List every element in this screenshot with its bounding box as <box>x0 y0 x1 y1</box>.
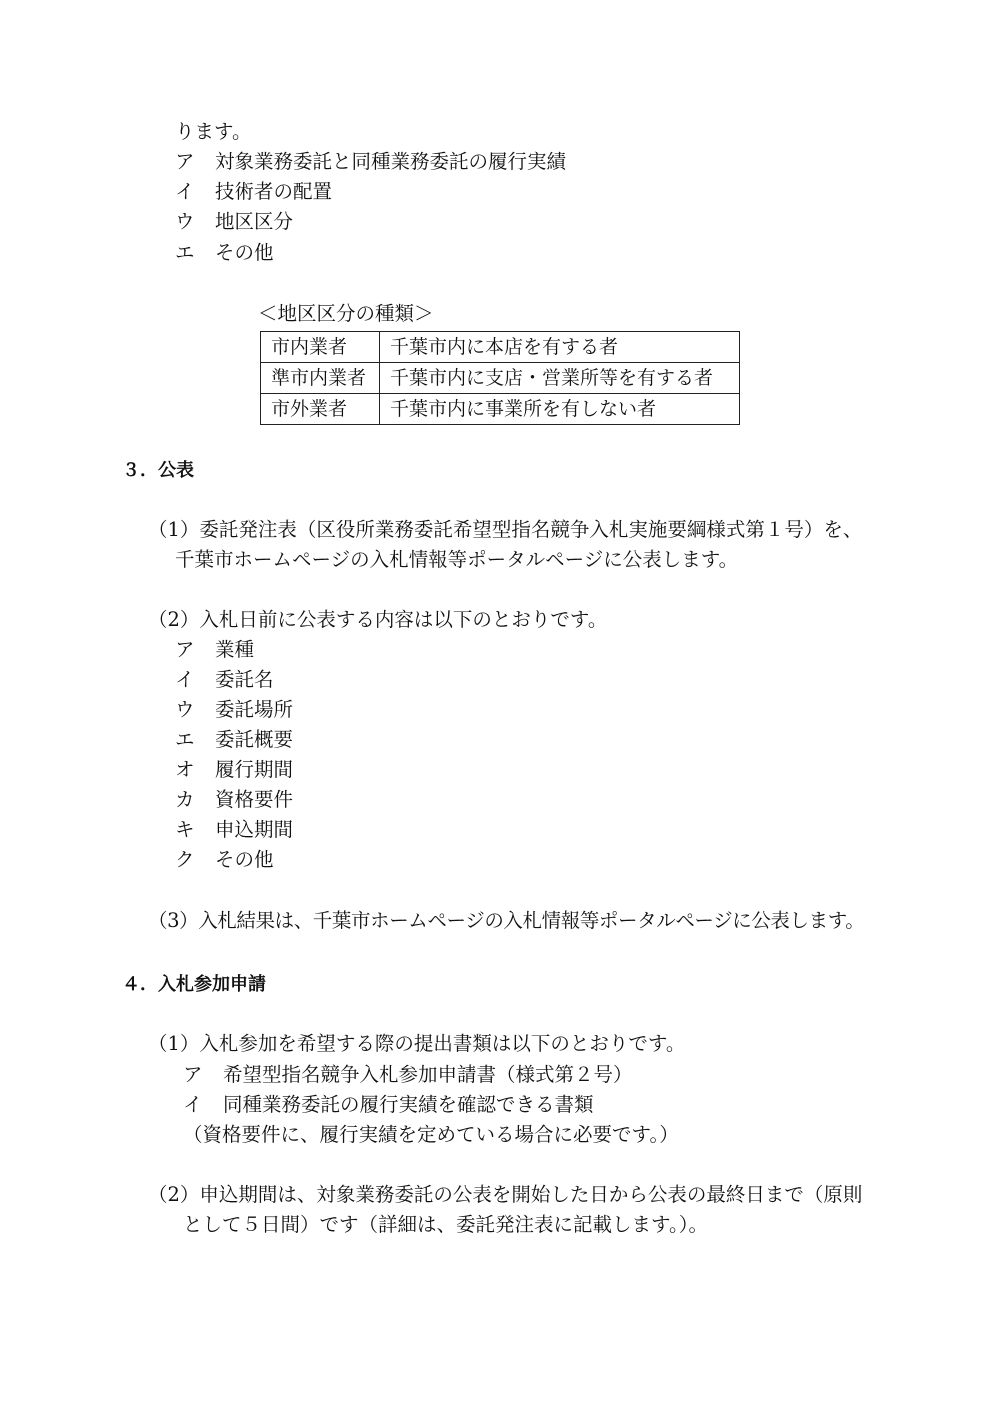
note-text: （資格要件に、履行実績を定めている場合に必要です。） <box>183 1123 679 1146</box>
list-item <box>183 1093 594 1117</box>
item-mark: ウ <box>175 698 195 721</box>
item-text: 技術者の配置 <box>215 180 333 203</box>
item-mark: ウ <box>175 210 195 233</box>
table-cell-desc: 千葉市内に事業所を有しない者 <box>380 394 740 425</box>
item-mark: エ <box>175 728 195 751</box>
list-item <box>175 728 293 752</box>
item-mark: ア <box>175 638 195 661</box>
item-text: 履行期間 <box>215 758 294 781</box>
district-table <box>260 331 740 425</box>
table-cell-desc: 千葉市内に本店を有する者 <box>380 332 740 363</box>
item-text: その他 <box>215 848 274 871</box>
item-mark: エ <box>175 241 195 264</box>
table-cell-desc: 千葉市内に支店・営業所等を有する者 <box>380 363 740 394</box>
list-item <box>175 668 274 692</box>
list-item <box>175 788 293 812</box>
item-text: 希望型指名競争入札参加申請書（様式第２号） <box>223 1063 633 1086</box>
list-item <box>175 758 293 782</box>
list-item <box>175 150 566 174</box>
table-row <box>261 394 740 425</box>
item-mark: ク <box>175 848 195 871</box>
item-mark: キ <box>175 818 195 841</box>
list-item <box>175 241 274 265</box>
table-row <box>261 363 740 394</box>
item-text: 業種 <box>215 638 255 661</box>
list-item <box>175 638 254 662</box>
item-text: 資格要件 <box>215 788 294 811</box>
item-text: 委託名 <box>215 668 274 691</box>
item-text: 地区区分 <box>215 210 294 233</box>
item-mark: ア <box>175 150 195 173</box>
item-text: 対象業務委託と同種業務委託の履行実績 <box>215 150 567 173</box>
item-text: 同種業務委託の履行実績を確認できる書類 <box>223 1093 594 1116</box>
table-cell-kind: 市外業者 <box>261 394 380 425</box>
item-text: その他 <box>215 241 274 264</box>
list-item <box>175 210 293 234</box>
table-cell-kind: 市内業者 <box>261 332 380 363</box>
item-text: 委託場所 <box>215 698 294 721</box>
paragraph-line: （2）入札日前に公表する内容は以下のとおりです。 <box>148 608 608 631</box>
item-text: 委託概要 <box>215 728 294 751</box>
paragraph-line: （1）委託発注表（区役所業務委託希望型指名競争入札実施要綱様式第１号）を、 <box>148 518 863 541</box>
continuation-text: ります。 <box>175 120 252 143</box>
paragraph-line: （3）入札結果は、千葉市ホームページの入札情報等ポータルページに公表します。 <box>148 909 865 932</box>
item-mark: イ <box>183 1093 203 1116</box>
list-item <box>175 818 293 842</box>
list-item <box>175 848 274 872</box>
item-mark: ア <box>183 1063 203 1086</box>
paragraph-line: として５日間）です（詳細は、委託発注表に記載します。）。 <box>183 1213 708 1236</box>
item-mark: オ <box>175 758 195 781</box>
item-mark: カ <box>175 788 195 811</box>
item-mark: イ <box>175 180 195 203</box>
paragraph-line: （1）入札参加を希望する際の提出書類は以下のとおりです。 <box>148 1032 686 1055</box>
table-row <box>261 332 740 363</box>
table-cell-kind: 準市内業者 <box>261 363 380 394</box>
table-caption: ＜地区区分の種類＞ <box>258 302 434 325</box>
paragraph-line: （2）申込期間は、対象業務委託の公表を開始した日から公表の最終日まで（原則 <box>148 1183 863 1206</box>
item-mark: イ <box>175 668 195 691</box>
paragraph-line: 千葉市ホームページの入札情報等ポータルページに公表します。 <box>175 548 739 571</box>
list-item <box>175 180 332 204</box>
list-item <box>183 1063 633 1087</box>
item-text: 申込期間 <box>215 818 294 841</box>
list-item <box>175 698 293 722</box>
section-heading: ４．入札参加申請 <box>122 974 266 995</box>
section-heading: ３．公表 <box>122 460 194 481</box>
